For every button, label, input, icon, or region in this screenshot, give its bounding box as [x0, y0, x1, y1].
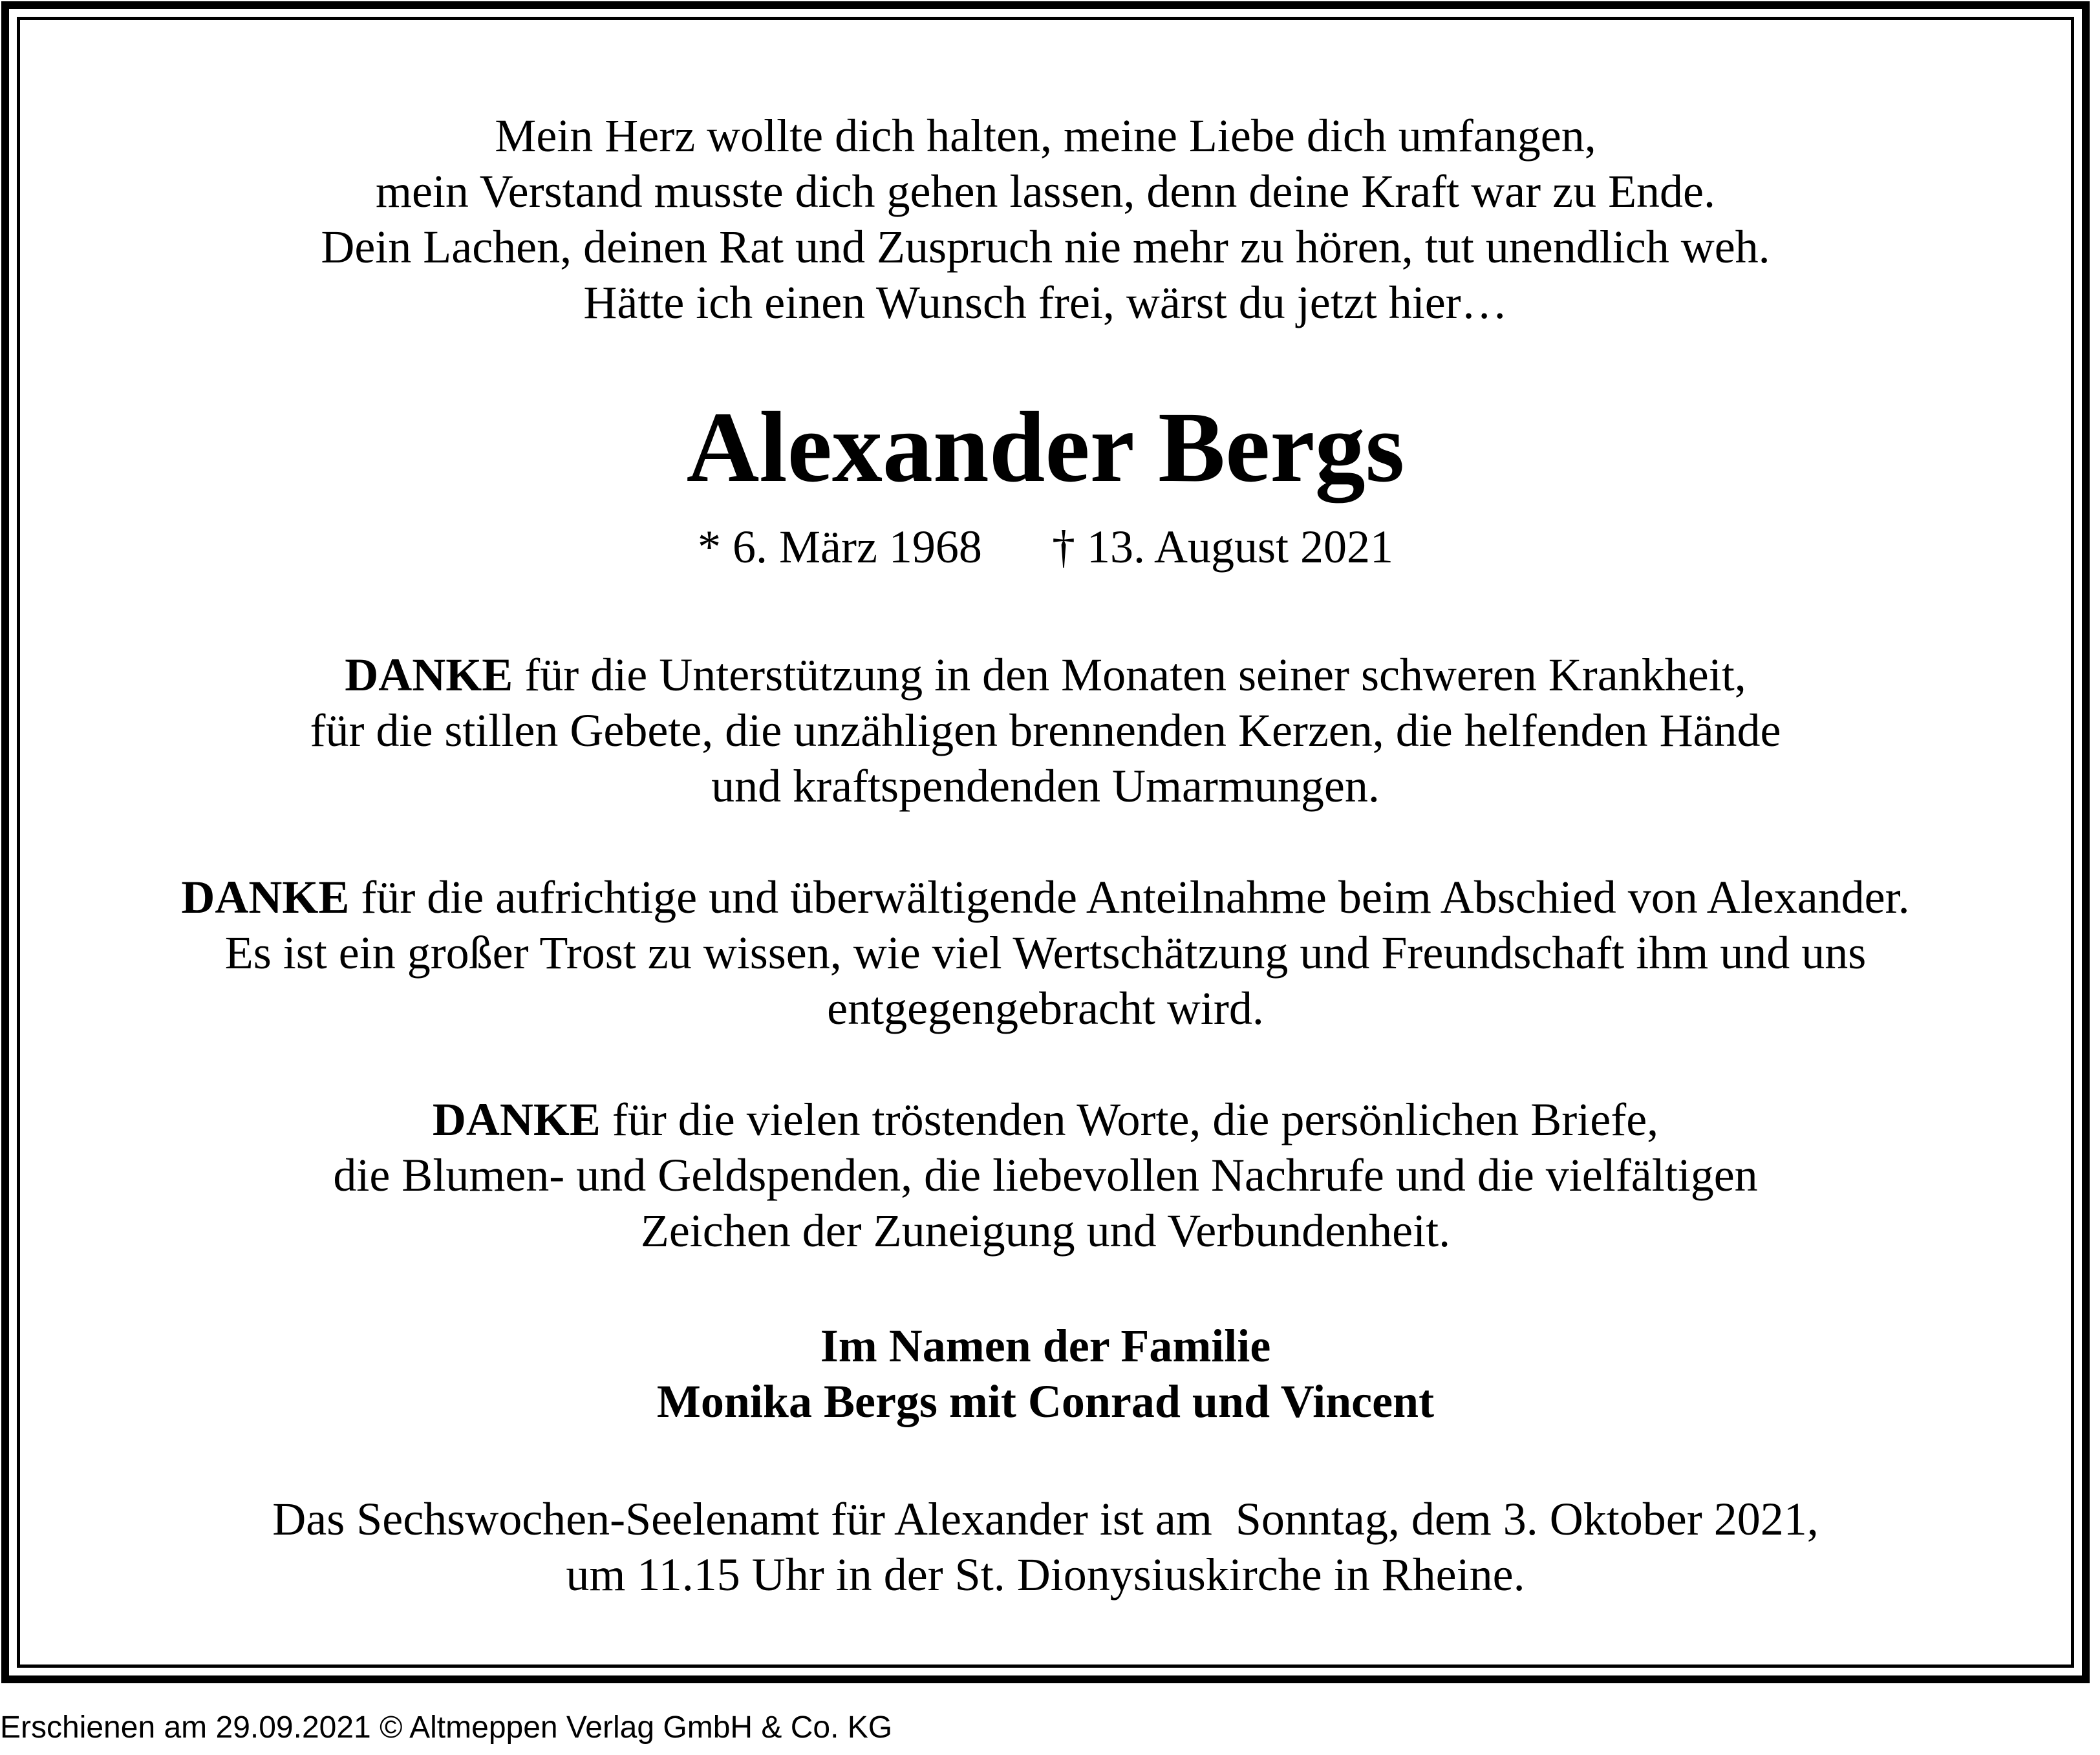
- thanks-line: Zeichen der Zuneigung und Verbundenheit.: [640, 1205, 1451, 1257]
- memorial-mass-notice: [20, 1491, 2071, 1602]
- obituary-notice: [20, 20, 2071, 1602]
- publication-footer: Erschienen am 29.09.2021 © Altmeppen Verlag GmbH & Co. KG: [0, 1710, 893, 1745]
- mass-line: um 11.15 Uhr in der St. Dionysiuskirche in Rheine.: [566, 1549, 1525, 1601]
- thanks-line: entgegengebracht wird.: [827, 983, 1264, 1034]
- thanks-text: für die aufrichtige und überwältigende Anteilnahme beim Abschied von Alexander.: [349, 871, 1910, 923]
- thanks-line: die Blumen- und Geldspenden, die liebevollen Nachrufe und die vielfältigen: [333, 1149, 1758, 1201]
- thanks-line: [20, 869, 2071, 925]
- family-signature: [20, 1318, 2071, 1429]
- thanks-line: [20, 647, 2071, 703]
- thanks-paragraph-2: [20, 869, 2071, 1036]
- poem: [20, 108, 2071, 330]
- family-names: Monika Bergs mit Conrad und Vincent: [656, 1376, 1435, 1427]
- thanks-text: für die Unterstützung in den Monaten seiner schweren Krankheit,: [513, 649, 1746, 701]
- life-dates: [20, 519, 2071, 575]
- thanks-paragraph-1: [20, 647, 2071, 814]
- poem-line: mein Verstand musste dich gehen lassen, denn deine Kraft war zu Ende.: [375, 165, 1716, 217]
- poem-line: Mein Herz wollte dich halten, meine Liebe dich umfangen,: [495, 110, 1596, 162]
- poem-line: Hätte ich einen Wunsch frei, wärst du jetzt hier…: [583, 277, 1508, 328]
- death-date: † 13. August 2021: [1051, 521, 1393, 573]
- deceased-name: Alexander Bergs: [686, 391, 1405, 503]
- thanks-line: [20, 1092, 2071, 1147]
- thanks-keyword: DANKE: [345, 649, 513, 701]
- family-intro: Im Namen der Familie: [820, 1320, 1271, 1372]
- thanks-keyword: DANKE: [181, 871, 350, 923]
- thanks-line: und kraftspendenden Umarmungen.: [711, 760, 1380, 812]
- mass-line: Das Sechswochen-Seelenamt für Alexander ist am Sonntag, dem 3. Oktober 2021,: [272, 1493, 1819, 1545]
- thanks-line: Es ist ein großer Trost zu wissen, wie viel Wertschätzung und Freundschaft ihm und uns: [224, 927, 1867, 979]
- birth-date: * 6. März 1968: [698, 521, 982, 573]
- thanks-line: für die stillen Gebete, die unzähligen brennenden Kerzen, die helfenden Hände: [310, 705, 1781, 756]
- thanks-paragraph-3: [20, 1092, 2071, 1259]
- thanks-keyword: DANKE: [432, 1094, 601, 1145]
- thanks-text: für die vielen tröstenden Worte, die persönlichen Briefe,: [600, 1094, 1659, 1145]
- poem-line: Dein Lachen, deinen Rat und Zuspruch nie mehr zu hören, tut unendlich weh.: [321, 221, 1770, 273]
